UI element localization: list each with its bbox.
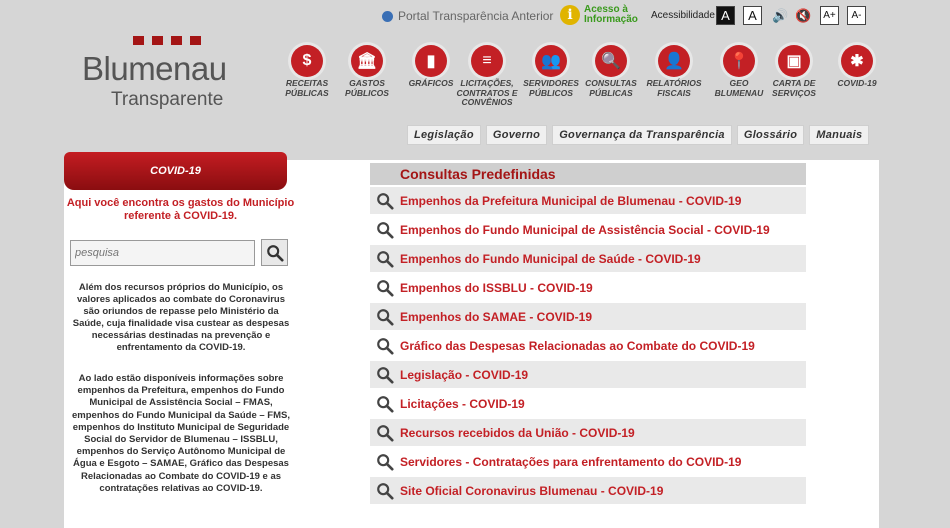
- consulta-item-label: Gráfico das Despesas Relacionadas ao Combate do COVID-19: [400, 338, 755, 353]
- mute-icon[interactable]: 🔇: [795, 8, 812, 23]
- nav-item-2[interactable]: [399, 45, 463, 89]
- consulta-item[interactable]: [370, 245, 806, 272]
- volume-icon[interactable]: 🔊: [772, 8, 789, 23]
- consulta-item[interactable]: [370, 216, 806, 243]
- magnifier-icon: [370, 279, 400, 297]
- magnifier-icon: [370, 424, 400, 442]
- nav-item-label: SERVIDORES PÚBLICOS: [523, 78, 579, 98]
- consultas-predefinidas: [370, 163, 806, 504]
- people-icon: 👥: [535, 45, 567, 77]
- consulta-item[interactable]: [370, 303, 806, 330]
- consulta-item[interactable]: [370, 477, 806, 504]
- acessibilidade-label: Acessibilidade: [651, 10, 715, 21]
- magnifier-icon: [370, 482, 400, 500]
- acesso-informacao-link[interactable]: [560, 5, 638, 25]
- sidebar-paragraph-2: Ao lado estão disponíveis informações sobre empenhos da Prefeitura, empenhos do Fundo Municipal de Assistência Social – FMAS, empenhos do Fundo Municipal da Saúde – FMS, empenhos do Instituto Municipal de Seguridade Social do Servidor de Blumenau – ISSBLU, empenhos do Serviço Autônomo Municipal de Água e Esgoto – SAMAE, Gráfico das Despesas Relacionadas ao Combate do COVID-19 e as contratações relativas ao COVID-19.: [72, 373, 290, 494]
- consulta-item[interactable]: [370, 332, 806, 359]
- consulta-item-label: Empenhos do ISSBLU - COVID-19: [400, 280, 593, 295]
- magnifier-icon: [370, 395, 400, 413]
- magnifier-icon: [370, 366, 400, 384]
- logo-sub: Transparente: [111, 89, 224, 110]
- magnifier-icon: [370, 308, 400, 326]
- nav-item-9[interactable]: [825, 45, 889, 89]
- consulta-item[interactable]: [370, 390, 806, 417]
- box-icon: ▣: [778, 45, 810, 77]
- magnifier-icon: [370, 250, 400, 268]
- nav-item-label: CARTA DE SERVIÇOS: [772, 78, 816, 98]
- normal-contrast-button[interactable]: A: [743, 6, 762, 25]
- blumenau-logo[interactable]: [80, 36, 260, 116]
- info-icon: i: [560, 5, 580, 25]
- high-contrast-button[interactable]: A: [716, 6, 735, 25]
- consulta-item-label: Empenhos do Fundo Municipal de Assistência Social - COVID-19: [400, 222, 770, 237]
- bar-chart-icon: ▮: [415, 45, 447, 77]
- consulta-item-label: Empenhos da Prefeitura Municipal de Blumenau - COVID-19: [400, 193, 742, 208]
- sidebar-covid-header: COVID-19: [64, 152, 287, 190]
- consulta-item-label: Empenhos do SAMAE - COVID-19: [400, 309, 593, 324]
- consulta-item[interactable]: [370, 419, 806, 446]
- consulta-item[interactable]: [370, 361, 806, 388]
- consulta-item-label: Empenhos do Fundo Municipal de Saúde - COVID-19: [400, 251, 701, 266]
- search-input[interactable]: [70, 240, 255, 266]
- sidebar-paragraph-1: Além dos recursos próprios do Município, os valores aplicados ao combate do Coronavirus são oriundos de repasse pelo Ministério da Saúde, cuja finalidade visa custear as despesas necessárias destinadas na prevenção e enfrentamento da COVID-19.: [72, 282, 290, 353]
- font-decrease-button[interactable]: A-: [847, 6, 866, 25]
- document-icon: ≡: [471, 45, 503, 77]
- user-tie-icon: 👤: [658, 45, 690, 77]
- secondary-tabs: [407, 125, 869, 145]
- consulta-item-label: Legislação - COVID-19: [400, 367, 529, 382]
- tab-0[interactable]: Legislação: [407, 125, 481, 145]
- portal-anterior-link[interactable]: [382, 9, 553, 23]
- nav-item-1[interactable]: [335, 45, 399, 98]
- sidebar: [64, 160, 297, 528]
- nav-item-label: LICITAÇÕES, CONTRATOS E CONVÊNIOS: [456, 78, 518, 107]
- nav-item-label: COVID-19: [837, 78, 877, 88]
- top-bar: [0, 4, 950, 28]
- acesso-line2: Informação: [584, 14, 638, 25]
- main-nav: [275, 45, 875, 115]
- consulta-item-label: Licitações - COVID-19: [400, 396, 525, 411]
- logo-squares: [133, 36, 201, 45]
- dollar-icon: $: [291, 45, 323, 77]
- logo-name: Blumenau: [82, 50, 227, 87]
- font-increase-button[interactable]: A+: [820, 6, 839, 25]
- magnifier-icon: 🔍: [595, 45, 627, 77]
- tab-3[interactable]: Glossário: [737, 125, 804, 145]
- nav-item-label: GASTOS PÚBLICOS: [345, 78, 389, 98]
- consulta-item[interactable]: [370, 448, 806, 475]
- magnifier-icon: [370, 337, 400, 355]
- globe-icon: [382, 11, 393, 22]
- map-pin-icon: 📍: [723, 45, 755, 77]
- nav-item-5[interactable]: [579, 45, 643, 98]
- nav-item-label: GRÁFICOS: [408, 78, 454, 88]
- nav-item-6[interactable]: [642, 45, 706, 98]
- search-button[interactable]: [261, 239, 288, 266]
- consulta-item-label: Servidores - Contratações para enfrentamento do COVID-19: [400, 454, 742, 469]
- nav-item-4[interactable]: [519, 45, 583, 98]
- tab-2[interactable]: Governança da Transparência: [552, 125, 732, 145]
- nav-item-8[interactable]: [762, 45, 826, 98]
- search-icon: [266, 244, 284, 262]
- magnifier-icon: [370, 453, 400, 471]
- sidebar-intro: Aqui você encontra os gastos do Município referente à COVID-19.: [66, 197, 295, 222]
- nav-item-label: RECEITAS PÚBLICAS: [285, 78, 329, 98]
- magnifier-icon: [370, 221, 400, 239]
- magnifier-icon: [370, 192, 400, 210]
- nav-item-label: RELATÓRIOS FISCAIS: [646, 78, 702, 98]
- nav-item-label: CONSULTAS PÚBLICAS: [585, 78, 637, 98]
- tab-4[interactable]: Manuais: [809, 125, 869, 145]
- bank-icon: 🏛: [351, 45, 383, 77]
- nav-item-3[interactable]: [455, 45, 519, 108]
- tab-1[interactable]: Governo: [486, 125, 547, 145]
- portal-anterior-label: Portal Transparência Anterior: [398, 9, 554, 23]
- nav-item-0[interactable]: [275, 45, 339, 98]
- consulta-item-label: Recursos recebidos da União - COVID-19: [400, 425, 635, 440]
- consultas-title: Consultas Predefinidas: [370, 163, 806, 185]
- content-panel: [64, 160, 879, 528]
- nav-item-label: GEO BLUMENAU: [714, 78, 764, 98]
- consulta-item[interactable]: [370, 274, 806, 301]
- consulta-item[interactable]: [370, 187, 806, 214]
- virus-icon: ✱: [841, 45, 873, 77]
- acesso-line1: Acesso à: [584, 4, 628, 15]
- consulta-item-label: Site Oficial Coronavirus Blumenau - COVID-19: [400, 483, 664, 498]
